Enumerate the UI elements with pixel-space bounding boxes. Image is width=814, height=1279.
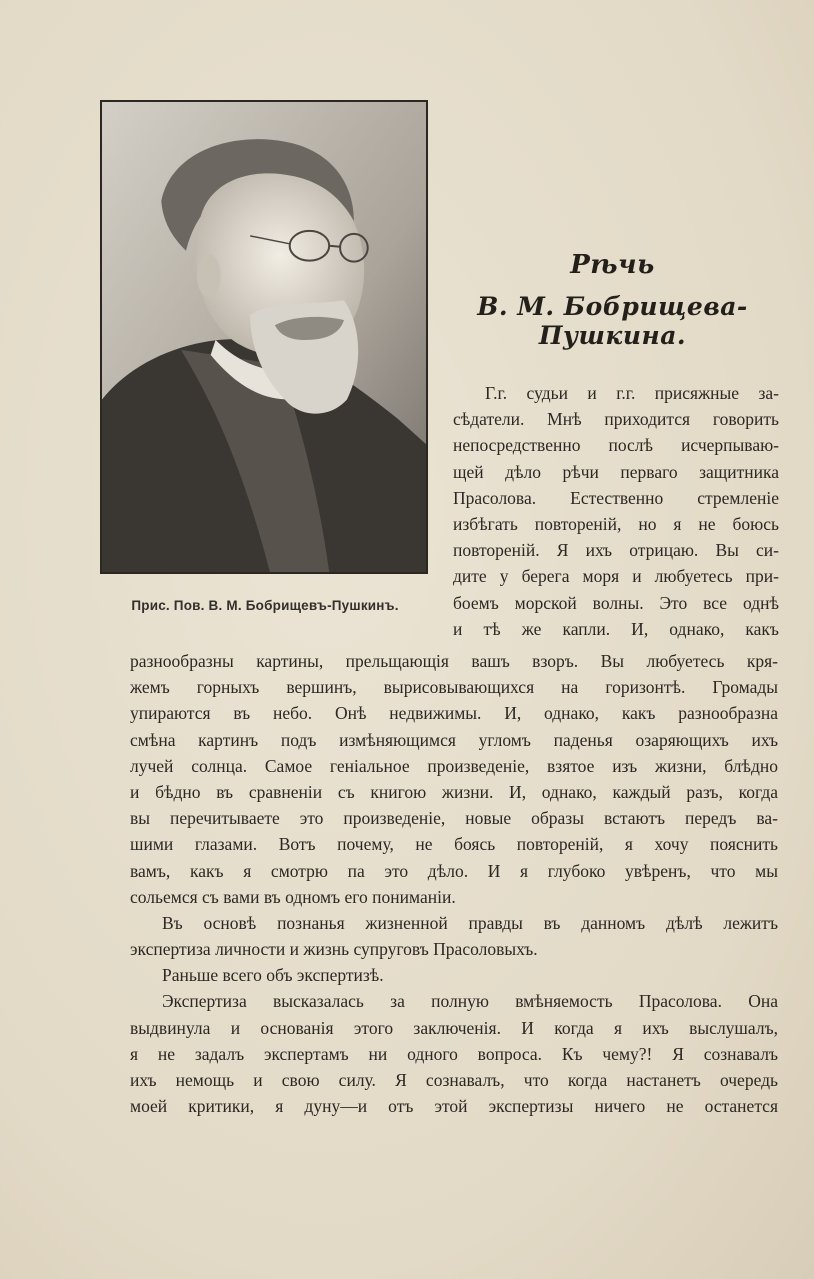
text-line: сѣдатели. Мнѣ приходится говорить [453,409,779,430]
text-line: вамъ, какъ я смотрю па это дѣло. И я глубоко увѣренъ, что мы [130,860,778,881]
text-line: сольемся съ вами въ одномъ его пониманіи. [130,886,456,907]
portrait-photo [100,100,428,574]
body-text [130,648,778,1119]
text-line: непосредственно послѣ исчерпываю- [453,435,779,456]
text-line: разнообразны картины, прельщающія вашъ взоръ. Вы любуетесь кря- [130,651,778,671]
column-text [453,380,779,642]
title-line-1: Рѣчь [570,250,655,280]
portrait-caption: Прис. Пов. В. М. Бобрищевъ-Пушкинъ. [131,598,399,613]
text-line: боемъ морской волны. Это все однѣ [453,592,779,613]
text-line: избѣгать повтореній, но я не боюсь [453,513,779,534]
text-line: экспертиза личности и жизнь супруговъ Прасоловыхъ. [130,939,538,960]
text-line: Г.г. судьи и г.г. присяжные за- [485,383,779,403]
text-line: жемъ горныхъ вершинъ, вырисовывающихся на горизонтѣ. Громады [130,677,778,698]
text-line: Экспертиза высказалась за полную вмѣняемость Прасолова. Она [162,991,778,1012]
title-line-2: В. М. Бобрищева-Пушкина. [477,292,748,350]
text-line: Прасолова. Естественно стремленіе [453,487,779,508]
text-line: шими глазами. Вотъ почему, не боясь повтореній, я хочу пояснить [130,834,778,855]
text-line: Въ основѣ познанья жизненной правды въ данномъ дѣлѣ лежитъ [162,912,778,933]
text-line: смѣна картинъ подъ измѣняющимся угломъ паденья озаряющихъ ихъ [130,729,778,750]
portrait-image [102,102,426,572]
text-line: и тѣ же капли. И, однако, какъ [453,618,779,639]
text-line: выдвинула и основанія этого заключенія. И когда я ихъ выслушалъ, [130,1017,778,1038]
text-line: дите у берега моря и любуетесь при- [453,566,779,587]
speech-title [440,250,785,350]
text-line: ихъ немощь и свою силу. Я сознавалъ, что когда настанетъ очередь [130,1070,778,1090]
text-line: лучей солнца. Самое геніальное произведеніе, взятое изъ жизни, блѣдно [130,755,778,776]
text-line: повтореній. Я ихъ отрицаю. Вы си- [453,540,779,561]
text-line: и бѣдно въ сравненіи съ книгою жизни. И, однако, каждый разъ, когда [130,781,778,802]
text-line: я не задалъ экспертамъ ни одного вопроса. Къ чему?! Я сознавалъ [130,1043,778,1064]
text-line: щей дѣло рѣчи перваго защитника [453,461,779,482]
text-line: упираются въ небо. Онѣ недвижимы. И, однако, какъ разнообразна [130,703,778,724]
text-line: вы перечитываете это произведеніе, новые образы встаютъ передъ ва- [130,808,778,829]
text-line: Раньше всего объ экспертизѣ. [162,965,384,986]
text-line: моей критики, я дуну—и отъ этой экспертизы ничего не останется [130,1096,778,1117]
